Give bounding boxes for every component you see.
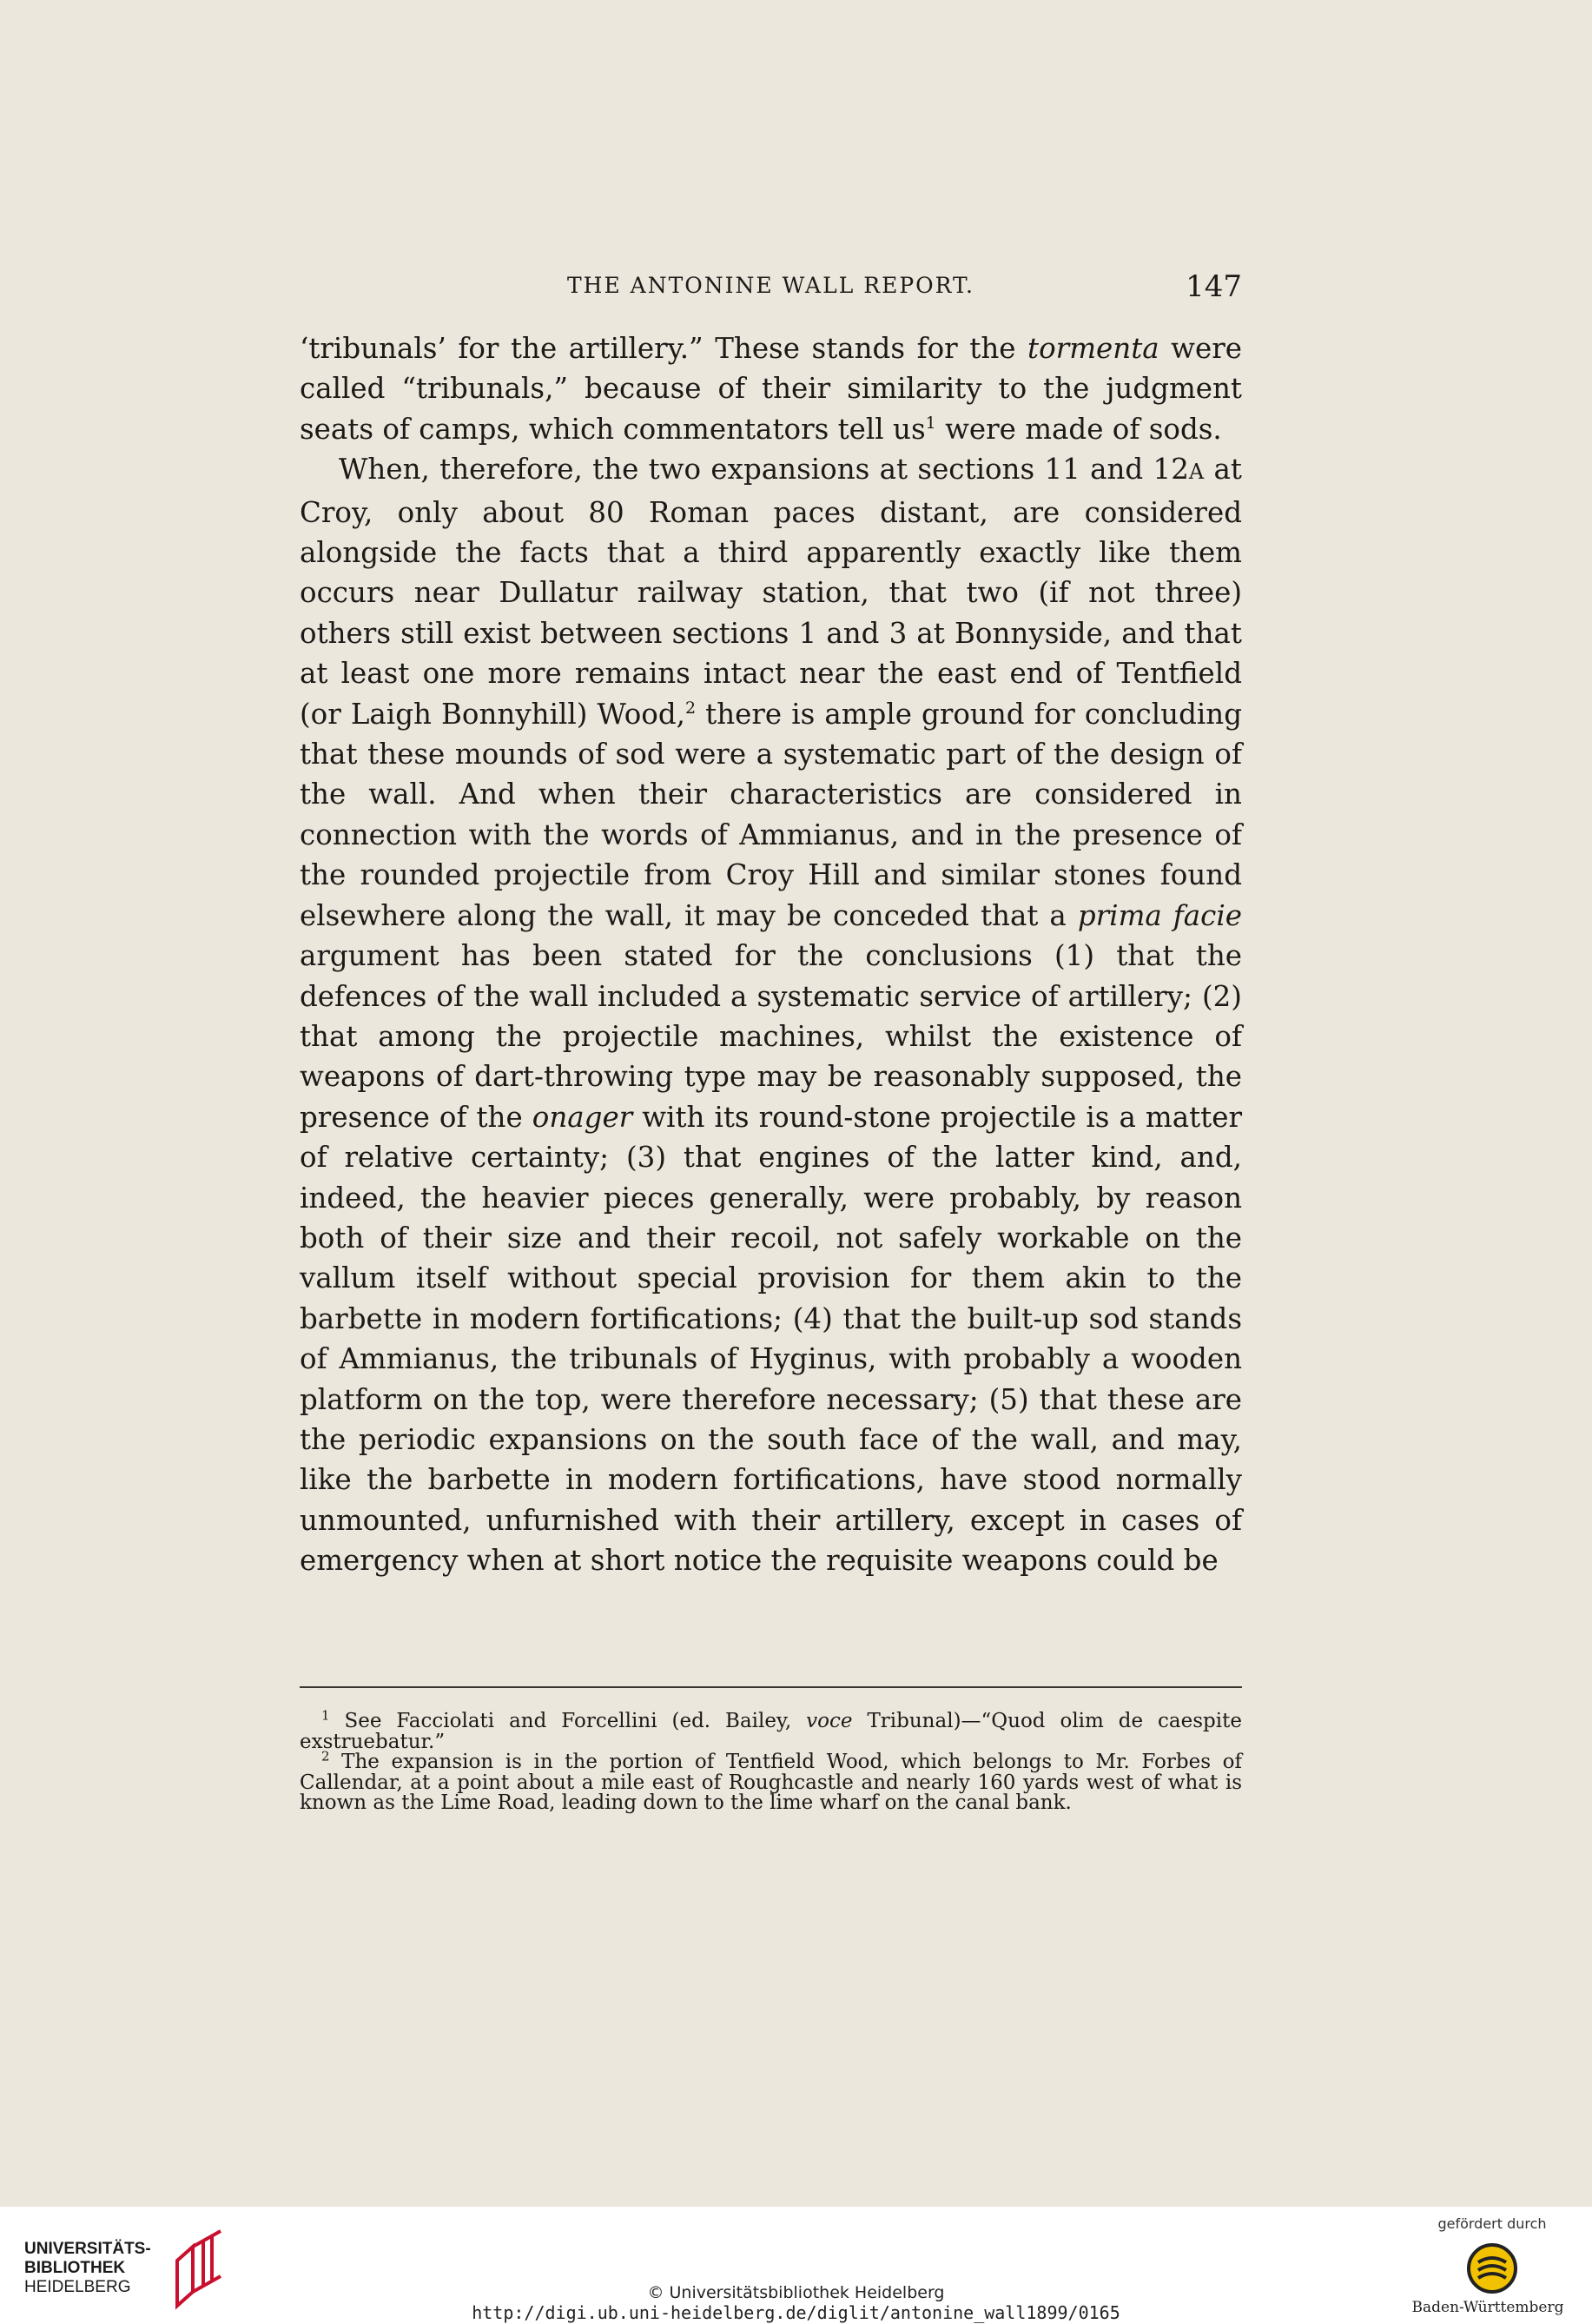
p2-italic-onager: onager [532, 1100, 633, 1134]
sponsor-name: Baden-Württemberg [1411, 2299, 1564, 2316]
footnote-1-number: 1 [321, 1707, 330, 1724]
footnote-2 [300, 1748, 1242, 1814]
footnote-1-text-a: See Facciolati and Forcellini (ed. Bailey, [329, 1710, 807, 1732]
p1-italic-tormenta: tormenta [1027, 332, 1159, 365]
footnote-1-italic: voce [806, 1710, 853, 1732]
copyright-notice: © Universitätsbibliothek Heidelberg [647, 2283, 945, 2302]
running-head: THE ANTONINE WALL REPORT. [567, 273, 974, 298]
footnote-1-text-b: Tribunal)—“Quod olim de caespite exstruebatur.” [300, 1710, 1242, 1753]
p1-text-b: were called “tribunals,” because of their similarity to the judgment seats of camps, which commentators tell us [300, 332, 1243, 446]
library-footer [0, 2207, 1592, 2324]
paragraph-1 [300, 328, 1242, 449]
p2-text-e: with its round-stone projectile is a matter of relative certainty; (3) that engines of the latter kind, and, indeed, the heavier pieces generally, were probably, by reason both of their size and their recoil, not safely workable on the vallum itself without special provision for them akin to the barbette in modern fortifications; (4) that the built-up sod stands of Ammianus, the tribunals of Hyginus, with probably a wooden platform on the top, were therefore necessary; (5) that these are the periodic expansions on the south face of the wall, and may, like the barbette in modern fortifications, have stood normally unmounted, unfurnished with their artillery, except in cases of emergency when at short notice the requisite weapons could be [300, 1100, 1242, 1578]
page-number: 147 [1186, 269, 1242, 304]
sponsor-label: gefördert durch [1437, 2215, 1547, 2232]
library-line-3: HEIDELBERG [24, 2278, 131, 2296]
permalink-url[interactable]: http://digi.ub.uni-heidelberg.de/diglit/antonine_wall1899/0165 [472, 2302, 1120, 2323]
p2-text-b: at Croy, only about 80 Roman paces distant, are considered alongside the facts that a third apparently exactly like them occurs near Dullatur railway station, that two (if not three) others still exist between sections 1 and 3 at Bonnyside, and that at least one more remains intact near the east end of Tentfield (or Laigh Bonnyhill) Wood, [300, 453, 1242, 731]
footnote-rule [300, 1686, 1242, 1688]
footnotes [300, 1707, 1242, 1814]
p2-text-a: When, therefore, the two expansions at sections 11 and 12 [339, 453, 1189, 487]
p1-text-c: were made of sods. [935, 412, 1222, 446]
library-line-2: BIBLIOTHEK [24, 2259, 126, 2277]
baden-wuerttemberg-crest-icon [1466, 2241, 1518, 2295]
paragraph-2 [300, 449, 1242, 1580]
page-header [300, 269, 1242, 304]
p1-text-a: ‘tribunals’ for the artillery.” These stands for the [300, 332, 1028, 365]
footnote-1 [300, 1707, 1242, 1753]
footnote-ref-2: 2 [684, 698, 697, 718]
p2-small-caps-a: A [1188, 460, 1205, 485]
p2-italic-prima-facie: prima facie [1077, 898, 1242, 932]
body-text [300, 328, 1242, 1581]
p2-text-c: there is ample ground for concluding that these mounds of sod were a systematic part of the design of the wall. And when their characteristics are considered in connection with the words of Ammianus, and in the presence of the rounded projectile from Croy Hill and similar stones found elsewhere along the wall, it may be conceded that a [300, 697, 1242, 932]
footnote-2-text: The expansion is in the portion of Tentfield Wood, which belongs to Mr. Forbes of Callendar, at a point about a mile east of Roughcastle and nearly 160 yards west of what is known as the Lime Road, leading down to the lime wharf on the canal bank. [300, 1751, 1242, 1814]
library-line-1: UNIVERSITÄTS- [24, 2240, 151, 2258]
footnote-2-number: 2 [321, 1748, 330, 1765]
p2-text-d: argument has been stated for the conclusions (1) that the defences of the wall included a systematic service of artillery; (2) that among the projectile machines, whilst the existence of weapons of dart-throwing type may be reasonably supposed, the presence of the [300, 939, 1242, 1134]
footnote-ref-1: 1 [925, 413, 936, 433]
